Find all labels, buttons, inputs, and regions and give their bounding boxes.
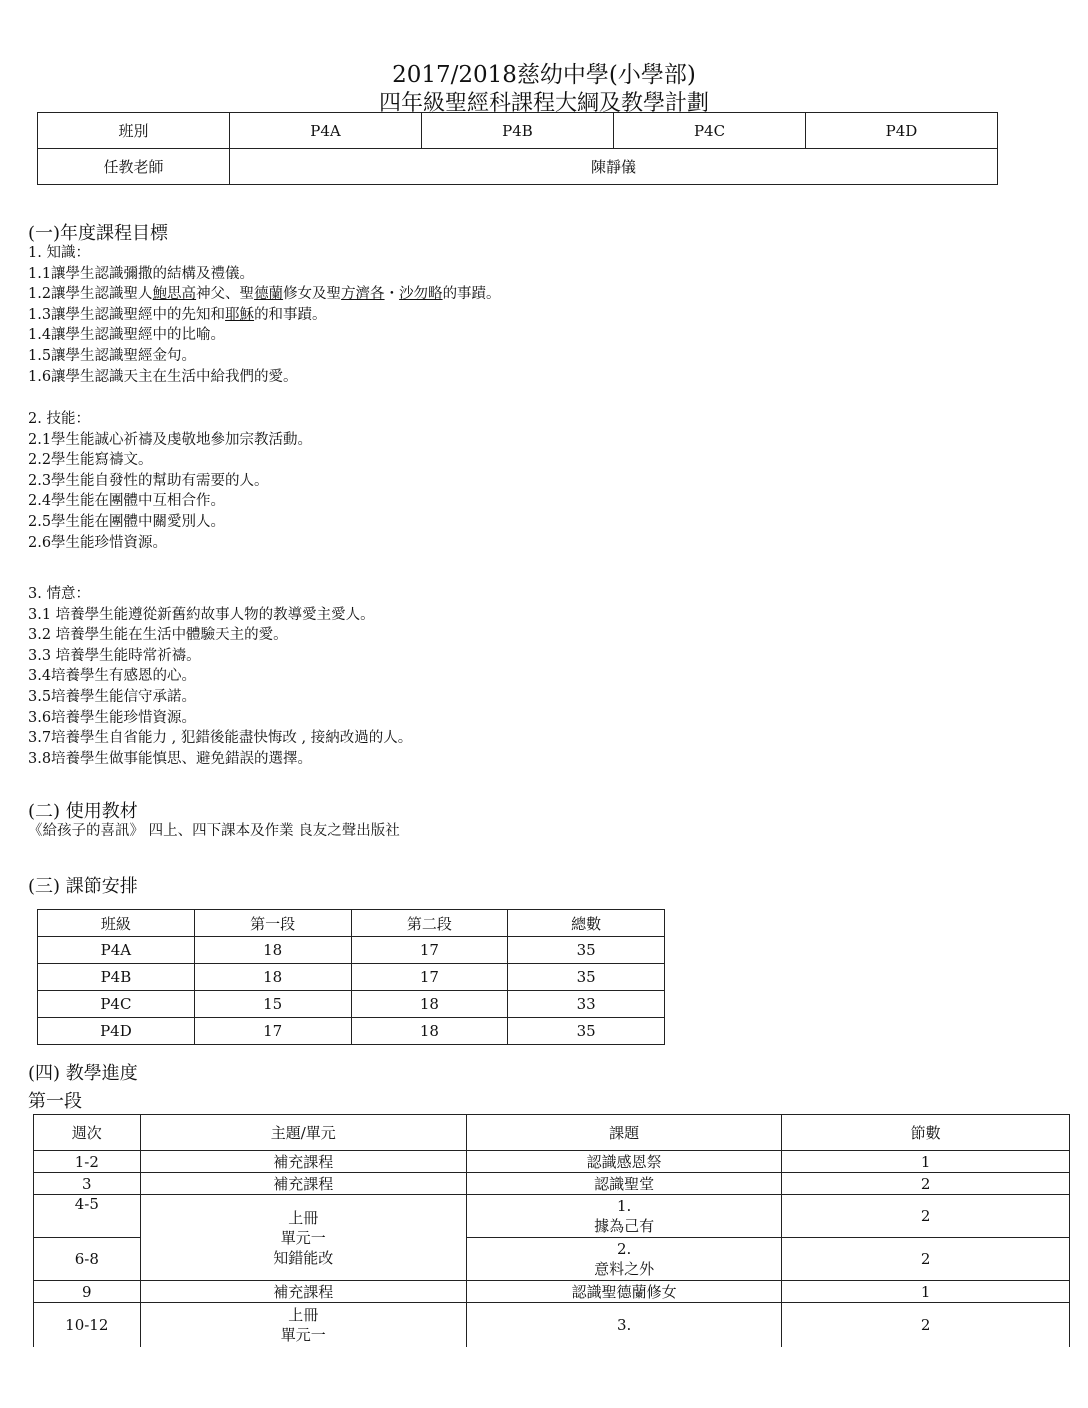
skills-item: 2.2學生能寫禱文。 [28,452,153,469]
attitude-item: 3.1 培養學生能遵從新舊約故事人物的教導愛主愛人。 [28,606,375,623]
week-cell: 4-5 [34,1195,141,1238]
attitude-item: 3.6培養學生能珍惜資源。 [28,709,197,726]
knowledge-title: 1. 知識： [28,245,90,261]
skills-item: 2.5學生能在團體中關愛別人。 [28,513,226,530]
topic-cell: 2. 意料之外 [466,1238,781,1281]
week-cell: 9 [34,1281,141,1303]
skills-title: 2. 技能： [28,411,90,427]
class-cell: P4C [614,113,806,149]
attitude-item: 3.3 培養學生能時常祈禱。 [28,647,201,664]
table-cell: P4D [38,1018,195,1045]
table-cell: 17 [351,937,508,964]
schedule-header: 主題/單元 [140,1115,466,1151]
class-cell: P4A [230,113,422,149]
periods-header: 班級 [38,910,195,937]
periods-cell: 2 [782,1238,1070,1281]
table-cell: 17 [194,1018,351,1045]
unit-cell: 補充課程 [140,1281,466,1303]
week-cell: 3 [34,1173,141,1195]
table-cell: 35 [508,1018,665,1045]
periods-table [37,909,665,1045]
table-cell: 17 [351,964,508,991]
week-cell: 1-2 [34,1151,141,1173]
attitude-item: 3.8培養學生做事能慎思、避免錯誤的選擇。 [28,750,313,767]
topic-cell: 認識聖德蘭修女 [466,1281,781,1303]
attitude-item: 3.7培養學生自省能力 , 犯錯後能盡快悔改 , 接納改過的人。 [28,730,413,747]
knowledge-list [28,243,501,387]
section4-heading: (四) 教學進度 [28,1063,138,1084]
periods-header: 第一段 [194,910,351,937]
schedule-header: 節數 [782,1115,1070,1151]
knowledge-item: 1.5讓學生認識聖經金句。 [28,347,197,364]
table-row [34,1151,1070,1173]
unit-cell: 補充課程 [140,1151,466,1173]
topic-cell: 3. [466,1303,781,1347]
knowledge-item: 1.1讓學生認識彌撒的結構及禮儀。 [28,265,255,282]
knowledge-item: 1.3讓學生認識聖經中的先知和耶穌的和事蹟。 [28,306,327,323]
teacher-label: 任教老師 [38,149,230,185]
attitude-list [28,584,412,769]
periods-header: 總數 [508,910,665,937]
week-cell: 6-8 [34,1238,141,1281]
topic-cell: 1. 據為己有 [466,1195,781,1238]
week-cell: 10-12 [34,1303,141,1347]
schedule-table [33,1114,1070,1347]
section1-heading: (一)年度課程目標 [28,223,169,244]
table-cell: 15 [194,991,351,1018]
table-row [38,1018,665,1045]
table-cell: 18 [194,964,351,991]
topic-cell: 認識聖堂 [466,1173,781,1195]
teacher-name: 陳靜儀 [230,149,998,185]
table-row [38,937,665,964]
table-cell: 18 [351,991,508,1018]
attitude-item: 3.5培養學生能信守承諾。 [28,688,197,705]
periods-cell: 2 [782,1173,1070,1195]
skills-list [28,409,312,553]
table-cell: 18 [351,1018,508,1045]
class-teacher-table [37,112,998,185]
class-cell: P4D [806,113,998,149]
table-row [34,1195,1070,1238]
periods-cell: 1 [782,1151,1070,1173]
table-row [34,1303,1070,1347]
materials-text: 《給孩子的喜訊》 四上、四下課本及作業 良友之聲出版社 [28,823,400,839]
term-label: 第一段 [28,1091,82,1112]
periods-cell: 2 [782,1303,1070,1347]
class-label: 班別 [38,113,230,149]
knowledge-item: 1.4讓學生認識聖經中的比喻。 [28,327,226,344]
page-title-line1: 2017/2018慈幼中學(小學部) [392,62,696,88]
unit-cell: 補充課程 [140,1173,466,1195]
section3-heading: (三) 課節安排 [28,876,138,897]
class-cell: P4B [422,113,614,149]
periods-header: 第二段 [351,910,508,937]
attitude-title: 3. 情意： [28,586,90,602]
skills-item: 2.3學生能自發性的幫助有需要的人。 [28,472,269,489]
periods-cell: 1 [782,1281,1070,1303]
topic-cell: 認識感恩祭 [466,1151,781,1173]
skills-item: 2.1學生能誠心祈禱及虔敬地參加宗教活動。 [28,431,313,448]
table-cell: 35 [508,964,665,991]
table-cell: 35 [508,937,665,964]
skills-item: 2.6學生能珍惜資源。 [28,534,168,551]
table-row [34,1173,1070,1195]
table-cell: 33 [508,991,665,1018]
page-title-line2: 四年級聖經科課程大綱及教學計劃 [378,91,709,116]
schedule-header: 週次 [34,1115,141,1151]
knowledge-item: 1.2讓學生認識聖人鮑思高神父、聖德蘭修女及聖方濟各・沙勿略的事蹟。 [28,286,501,303]
unit-cell: 上冊 單元一 [140,1303,466,1347]
attitude-item: 3.4培養學生有感恩的心。 [28,668,197,685]
skills-item: 2.4學生能在團體中互相合作。 [28,493,226,510]
unit-cell: 上冊 單元一 知錯能改 [140,1195,466,1281]
section2-heading: (二) 使用教材 [28,801,138,822]
periods-cell: 2 [782,1195,1070,1238]
table-cell: P4C [38,991,195,1018]
table-cell: 18 [194,937,351,964]
table-row [38,991,665,1018]
attitude-item: 3.2 培養學生能在生活中體驗天主的愛。 [28,627,288,644]
table-cell: P4A [38,937,195,964]
table-row [38,964,665,991]
schedule-header: 課題 [466,1115,781,1151]
table-row [34,1281,1070,1303]
knowledge-item: 1.6讓學生認識天主在生活中給我們的愛。 [28,368,298,385]
table-cell: P4B [38,964,195,991]
